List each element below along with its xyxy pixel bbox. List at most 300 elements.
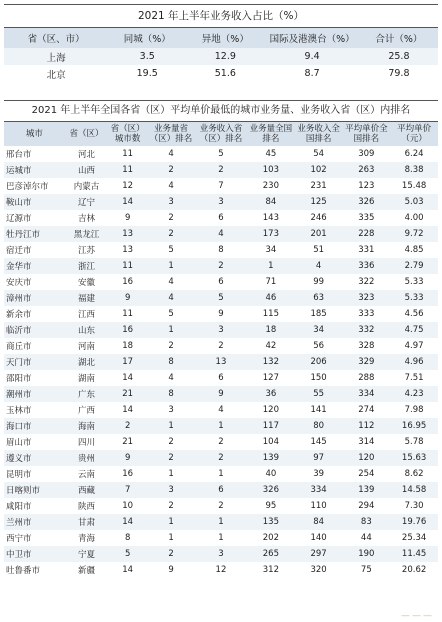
table-cell: 4.23 bbox=[390, 386, 438, 402]
table-cell: 6 bbox=[195, 482, 247, 498]
table-row bbox=[4, 162, 438, 178]
table-cell: 2 bbox=[147, 162, 195, 178]
table-cell: 97 bbox=[295, 450, 343, 466]
table-cell: 13 bbox=[122, 245, 134, 255]
table-cell: 39 bbox=[313, 469, 325, 479]
table-cell: 西藏 bbox=[65, 482, 108, 498]
table-cell: 4 bbox=[168, 277, 174, 287]
table-cell: 13 bbox=[108, 226, 147, 242]
table-cell: 1 bbox=[147, 418, 195, 434]
table-cell: 2 bbox=[168, 341, 174, 351]
table-row bbox=[4, 402, 438, 418]
table-cell: 宁夏 bbox=[65, 546, 108, 562]
table-cell: 4.85 bbox=[404, 245, 424, 255]
table-cell: 139 bbox=[247, 450, 295, 466]
table-cell: 5 bbox=[108, 546, 147, 562]
table-cell: 79.8 bbox=[388, 68, 410, 79]
table-cell: 5 bbox=[195, 290, 247, 306]
table-cell: 4.96 bbox=[390, 354, 438, 370]
city-cell: 海口市 bbox=[4, 418, 65, 434]
table-cell: 7.51 bbox=[404, 373, 424, 383]
table-cell: 4 bbox=[195, 226, 247, 242]
table-cell: 334 bbox=[342, 386, 390, 402]
table-row bbox=[4, 418, 438, 434]
table-cell: 336 bbox=[342, 258, 390, 274]
column-header: 异地（%） bbox=[186, 28, 264, 48]
table-cell: 上海 bbox=[4, 48, 108, 65]
table-cell: 125 bbox=[295, 194, 343, 210]
table-cell: 6.24 bbox=[404, 149, 424, 159]
table-cell: 16 bbox=[108, 322, 147, 338]
table-cell: 44 bbox=[360, 533, 372, 543]
table-cell: 3 bbox=[195, 322, 247, 338]
table-cell: 4.00 bbox=[404, 213, 424, 223]
table-cell: 104 bbox=[262, 437, 279, 447]
table-cell: 45 bbox=[265, 149, 277, 159]
table-cell: 安徽 bbox=[77, 278, 95, 288]
table-cell: 83 bbox=[342, 514, 390, 530]
city-cell: 昆明市 bbox=[6, 470, 32, 480]
table-cell: 328 bbox=[358, 341, 375, 351]
table-cell: 辽宁 bbox=[65, 194, 108, 210]
table-cell: 2 bbox=[218, 501, 224, 511]
table-cell: 3 bbox=[195, 546, 247, 562]
city-cell: 巴彦淖尔市 bbox=[6, 182, 49, 192]
table-cell: 7.98 bbox=[404, 405, 424, 415]
table-cell: 2.79 bbox=[390, 258, 438, 274]
table-cell: 54 bbox=[313, 149, 325, 159]
table-cell: 1 bbox=[147, 322, 195, 338]
table-cell: 312 bbox=[262, 565, 279, 575]
table-cell: 1 bbox=[168, 469, 174, 479]
table-cell: 新疆 bbox=[77, 566, 95, 576]
table-cell: 山东 bbox=[65, 322, 108, 338]
table-cell: 6 bbox=[218, 373, 224, 383]
table-cell: 四川 bbox=[77, 438, 95, 448]
table-cell: 8.38 bbox=[390, 162, 438, 178]
table-row bbox=[4, 210, 438, 226]
table-cell: 110 bbox=[310, 501, 327, 511]
city-cell: 邢台市 bbox=[6, 150, 32, 160]
table-cell: 4.75 bbox=[390, 322, 438, 338]
table-cell: 4 bbox=[218, 405, 224, 415]
table2-header-row bbox=[4, 122, 438, 146]
table-cell: 274 bbox=[358, 405, 375, 415]
table-cell: 42 bbox=[265, 341, 277, 351]
table-cell: 16.95 bbox=[390, 418, 438, 434]
table-cell: 3 bbox=[195, 194, 247, 210]
table-cell: 14 bbox=[122, 565, 134, 575]
city-cell: 牡丹江市 bbox=[4, 226, 65, 242]
table-cell: 河南 bbox=[77, 342, 95, 352]
table-cell: 15.63 bbox=[390, 450, 438, 466]
column-header: 业务收入省（区）排名 bbox=[195, 122, 247, 146]
table-cell: 112 bbox=[342, 418, 390, 434]
table-cell: 3.5 bbox=[108, 48, 186, 65]
table-cell: 陕西 bbox=[77, 502, 95, 512]
table-cell: 9 bbox=[218, 309, 224, 319]
table1-header-row bbox=[4, 28, 438, 48]
city-cell: 邵阳市 bbox=[6, 374, 32, 384]
table-cell: 2 bbox=[195, 450, 247, 466]
table-cell: 333 bbox=[358, 309, 375, 319]
table-cell: 7 bbox=[218, 181, 224, 191]
table-cell: 14 bbox=[122, 373, 134, 383]
table-cell: 湖南 bbox=[77, 374, 95, 384]
table-cell: 5.03 bbox=[390, 194, 438, 210]
table-cell: 254 bbox=[358, 469, 375, 479]
table-cell: 甘肃 bbox=[65, 514, 108, 530]
table-cell: 3 bbox=[168, 405, 174, 415]
table1-title: 2021 年上半年业务收入占比（%） bbox=[4, 4, 438, 28]
table-cell: 1 bbox=[168, 533, 174, 543]
table-cell: 广东 bbox=[65, 386, 108, 402]
table-cell: 331 bbox=[358, 245, 375, 255]
table-cell: 6 bbox=[218, 213, 224, 223]
table-cell: 14 bbox=[108, 514, 147, 530]
table-cell: 2 bbox=[168, 501, 174, 511]
table-cell: 14.58 bbox=[390, 482, 438, 498]
table-row bbox=[4, 450, 438, 466]
table-cell: 230 bbox=[262, 181, 279, 191]
table-cell: 25.8 bbox=[360, 48, 438, 65]
city-cell: 金华市 bbox=[4, 258, 65, 274]
table-cell: 云南 bbox=[77, 470, 95, 480]
table-cell: 江苏 bbox=[77, 246, 95, 256]
table-cell: 335 bbox=[358, 213, 375, 223]
table-cell: 2 bbox=[108, 418, 147, 434]
column-header: 业务收入全国排名 bbox=[295, 122, 343, 146]
table-cell: 102 bbox=[295, 162, 343, 178]
table-cell: 4 bbox=[147, 290, 195, 306]
table-cell: 2 bbox=[147, 450, 195, 466]
column-header: 业务量省（区）排名 bbox=[147, 122, 195, 146]
table-cell: 4 bbox=[295, 258, 343, 274]
table-cell: 140 bbox=[310, 533, 327, 543]
table-row bbox=[4, 562, 438, 578]
table-cell: 12 bbox=[122, 181, 134, 191]
table-cell: 内蒙古 bbox=[73, 182, 100, 192]
table-cell: 4.56 bbox=[404, 309, 424, 319]
table-cell: 5 bbox=[168, 309, 174, 319]
table-cell: 297 bbox=[295, 546, 343, 562]
table-cell: 2 bbox=[218, 437, 224, 447]
table-cell: 8.62 bbox=[404, 469, 424, 479]
city-cell: 漳州市 bbox=[4, 290, 65, 306]
table-cell: 17 bbox=[108, 354, 147, 370]
table-cell: 40 bbox=[265, 469, 277, 479]
table-cell: 广西 bbox=[77, 406, 95, 416]
table-row bbox=[4, 194, 438, 210]
table-cell: 5.33 bbox=[404, 277, 424, 287]
table-row bbox=[4, 242, 438, 258]
table-cell: 8 bbox=[218, 245, 224, 255]
table-row bbox=[4, 226, 438, 242]
table-cell: 1 bbox=[195, 514, 247, 530]
table-row bbox=[4, 178, 438, 194]
table-cell: 263 bbox=[342, 162, 390, 178]
city-cell: 中卫市 bbox=[4, 546, 65, 562]
table-cell: 18 bbox=[247, 322, 295, 338]
table-cell: 1 bbox=[218, 533, 224, 543]
table-row bbox=[4, 258, 438, 274]
table-cell: 2 bbox=[195, 258, 247, 274]
table-cell: 2 bbox=[147, 546, 195, 562]
table-cell: 99 bbox=[313, 277, 325, 287]
table-cell: 青海 bbox=[77, 534, 95, 544]
table-row bbox=[4, 65, 438, 82]
table-cell: 21 bbox=[108, 386, 147, 402]
table-cell: 2 bbox=[195, 162, 247, 178]
table-cell: 2 bbox=[168, 213, 174, 223]
table-cell: 浙江 bbox=[65, 258, 108, 274]
table-cell: 湖北 bbox=[65, 354, 108, 370]
city-cell: 兰州市 bbox=[4, 514, 65, 530]
table-cell: 12.9 bbox=[186, 48, 264, 65]
table-cell: 326 bbox=[342, 194, 390, 210]
column-header: 同城（%） bbox=[108, 28, 186, 48]
city-cell: 宿迁市 bbox=[6, 246, 32, 256]
table-cell: 56 bbox=[313, 341, 325, 351]
table-cell: 1 bbox=[247, 258, 295, 274]
table-cell: 127 bbox=[262, 373, 279, 383]
city-cell: 潮州市 bbox=[4, 386, 65, 402]
table-row bbox=[4, 290, 438, 306]
table-cell: 11 bbox=[122, 149, 134, 159]
table-cell: 326 bbox=[247, 482, 295, 498]
table-cell: 9 bbox=[108, 290, 147, 306]
table-cell: 51.6 bbox=[214, 68, 236, 79]
table-cell: 201 bbox=[295, 226, 343, 242]
table-cell: 63 bbox=[295, 290, 343, 306]
table-cell: 19.5 bbox=[136, 68, 158, 79]
table-cell: 206 bbox=[295, 354, 343, 370]
table-cell: 贵州 bbox=[65, 450, 108, 466]
table-cell: 1 bbox=[218, 469, 224, 479]
city-cell: 辽源市 bbox=[6, 214, 32, 224]
table-cell: 120 bbox=[262, 405, 279, 415]
table-cell: 322 bbox=[358, 277, 375, 287]
table-row bbox=[4, 386, 438, 402]
table-cell: 20.62 bbox=[401, 565, 427, 575]
table-cell: 10 bbox=[122, 501, 134, 511]
table-cell: 8 bbox=[124, 533, 131, 543]
table-row bbox=[4, 434, 438, 450]
table-cell: 12 bbox=[215, 565, 227, 575]
table-row bbox=[4, 338, 438, 354]
table-row bbox=[4, 146, 438, 162]
table-cell: 3 bbox=[147, 482, 195, 498]
column-header: 业务量全国排名 bbox=[247, 122, 295, 146]
table-cell: 314 bbox=[358, 437, 375, 447]
table-row bbox=[4, 48, 438, 65]
table-cell: 5.33 bbox=[390, 290, 438, 306]
table-cell: 202 bbox=[262, 533, 279, 543]
table-cell: 7.30 bbox=[404, 501, 424, 511]
table-cell: 309 bbox=[358, 149, 375, 159]
table-cell: 103 bbox=[247, 162, 295, 178]
column-header: 省（区）城市数 bbox=[108, 122, 147, 146]
table-cell: 71 bbox=[265, 277, 277, 287]
table-cell: 5 bbox=[168, 245, 174, 255]
column-header: 平均单价（元） bbox=[390, 122, 438, 146]
city-cell: 鞍山市 bbox=[4, 194, 65, 210]
table-cell: 4.97 bbox=[404, 341, 424, 351]
table-cell: 80 bbox=[295, 418, 343, 434]
table-row bbox=[4, 530, 438, 546]
table-cell: 11 bbox=[108, 258, 147, 274]
table-cell: 135 bbox=[247, 514, 295, 530]
table-cell: 福建 bbox=[65, 290, 108, 306]
city-cell: 新余市 bbox=[6, 310, 32, 320]
table-cell: 231 bbox=[310, 181, 327, 191]
table-cell: 84 bbox=[295, 514, 343, 530]
table-cell: 84 bbox=[247, 194, 295, 210]
table-cell: 46 bbox=[247, 290, 295, 306]
table-row bbox=[4, 306, 438, 322]
table-cell: 334 bbox=[295, 482, 343, 498]
table-cell: 4 bbox=[168, 149, 174, 159]
table-cell: 115 bbox=[262, 309, 279, 319]
table-cell: 3 bbox=[147, 194, 195, 210]
table-cell: 288 bbox=[358, 373, 375, 383]
table-cell: 265 bbox=[247, 546, 295, 562]
table-cell: 139 bbox=[342, 482, 390, 498]
table-cell: 海南 bbox=[65, 418, 108, 434]
table-cell: 55 bbox=[295, 386, 343, 402]
column-header: 国际及港澳台（%） bbox=[264, 28, 359, 48]
table-cell: 7 bbox=[108, 482, 147, 498]
table-cell: 294 bbox=[358, 501, 375, 511]
city-cell: 日喀则市 bbox=[4, 482, 65, 498]
table-cell: 11.45 bbox=[390, 546, 438, 562]
table-cell: 332 bbox=[342, 322, 390, 338]
table-cell: 323 bbox=[342, 290, 390, 306]
table-cell: 1 bbox=[147, 514, 195, 530]
column-header: 省（区） bbox=[65, 122, 108, 146]
table-cell: 5 bbox=[218, 149, 224, 159]
city-cell: 眉山市 bbox=[6, 438, 32, 448]
table-cell: 246 bbox=[310, 213, 327, 223]
table-cell: 145 bbox=[310, 437, 327, 447]
table-cell: 75 bbox=[360, 565, 372, 575]
table-cell: 9.72 bbox=[390, 226, 438, 242]
table-cell: 34 bbox=[265, 245, 277, 255]
table-cell: 190 bbox=[342, 546, 390, 562]
table-cell: 9 bbox=[108, 450, 147, 466]
table-cell: 16 bbox=[122, 469, 134, 479]
table-cell: 9 bbox=[195, 386, 247, 402]
table-cell: 9 bbox=[168, 565, 174, 575]
table-cell: 吉林 bbox=[77, 214, 95, 224]
column-header: 合计（%） bbox=[360, 28, 438, 48]
table-cell: 228 bbox=[342, 226, 390, 242]
table-cell: 120 bbox=[342, 450, 390, 466]
table-cell: 8.7 bbox=[304, 68, 320, 79]
table-cell: 14 bbox=[108, 194, 147, 210]
table2-body bbox=[4, 146, 438, 578]
table-row bbox=[4, 466, 438, 482]
table-row bbox=[4, 482, 438, 498]
city-cell: 遵义市 bbox=[4, 450, 65, 466]
table1-body bbox=[4, 48, 438, 82]
column-header: 城市 bbox=[4, 122, 65, 146]
table-cell: 36 bbox=[247, 386, 295, 402]
table-cell: 山西 bbox=[65, 162, 108, 178]
city-cell: 吐鲁番市 bbox=[6, 566, 41, 576]
table-cell: 2 bbox=[147, 226, 195, 242]
city-cell: 西宁市 bbox=[6, 534, 32, 544]
table-cell: 14 bbox=[122, 405, 134, 415]
table-cell: 4 bbox=[168, 181, 174, 191]
table-row bbox=[4, 274, 438, 290]
column-header: 省（区、市） bbox=[4, 28, 108, 48]
city-cell: 运城市 bbox=[4, 162, 65, 178]
table-cell: 11 bbox=[122, 309, 134, 319]
city-cell: 天门市 bbox=[4, 354, 65, 370]
table-cell: 123 bbox=[358, 181, 375, 191]
table-cell: 21 bbox=[122, 437, 134, 447]
table-cell: 18 bbox=[122, 341, 134, 351]
table-cell: 6 bbox=[218, 277, 224, 287]
table-cell: 34 bbox=[295, 322, 343, 338]
table-cell: 117 bbox=[247, 418, 295, 434]
table-cell: 13 bbox=[195, 354, 247, 370]
table-row bbox=[4, 546, 438, 562]
column-header: 平均单价全国排名 bbox=[342, 122, 390, 146]
table-cell: 8 bbox=[147, 386, 195, 402]
table-cell: 1 bbox=[147, 258, 195, 274]
table-cell: 150 bbox=[310, 373, 327, 383]
table-cell: 1 bbox=[195, 418, 247, 434]
table-cell: 320 bbox=[310, 565, 327, 575]
table-cell: 143 bbox=[262, 213, 279, 223]
table-cell: 8 bbox=[147, 354, 195, 370]
table-cell: 141 bbox=[310, 405, 327, 415]
table-cell: 51 bbox=[313, 245, 325, 255]
city-cell: 咸阳市 bbox=[6, 502, 32, 512]
watermark: ——— bbox=[401, 611, 434, 621]
table-cell: 15.48 bbox=[401, 181, 427, 191]
table-row bbox=[4, 498, 438, 514]
city-cell: 临沂市 bbox=[4, 322, 65, 338]
table-cell: 2 bbox=[218, 341, 224, 351]
table-row bbox=[4, 322, 438, 338]
table-cell: 185 bbox=[310, 309, 327, 319]
table-cell: 9.4 bbox=[264, 48, 359, 65]
table-cell: 95 bbox=[265, 501, 277, 511]
city-cell: 商丘市 bbox=[6, 342, 32, 352]
city-cell: 安庆市 bbox=[6, 278, 32, 288]
table-row bbox=[4, 354, 438, 370]
table-cell: 2 bbox=[168, 437, 174, 447]
table-cell: 4 bbox=[168, 373, 174, 383]
table-cell: 河北 bbox=[77, 150, 95, 160]
table-row bbox=[4, 514, 438, 530]
income-share-table bbox=[4, 28, 438, 82]
section-divider bbox=[4, 88, 438, 101]
table-cell: 黑龙江 bbox=[65, 226, 108, 242]
table-cell: 北京 bbox=[46, 69, 66, 81]
table-row bbox=[4, 370, 438, 386]
table-cell: 江西 bbox=[77, 310, 95, 320]
table-cell: 173 bbox=[247, 226, 295, 242]
table-cell: 329 bbox=[342, 354, 390, 370]
table-cell: 9 bbox=[124, 213, 131, 223]
table-cell: 19.76 bbox=[390, 514, 438, 530]
table-cell: 11 bbox=[108, 162, 147, 178]
document bbox=[4, 4, 438, 578]
